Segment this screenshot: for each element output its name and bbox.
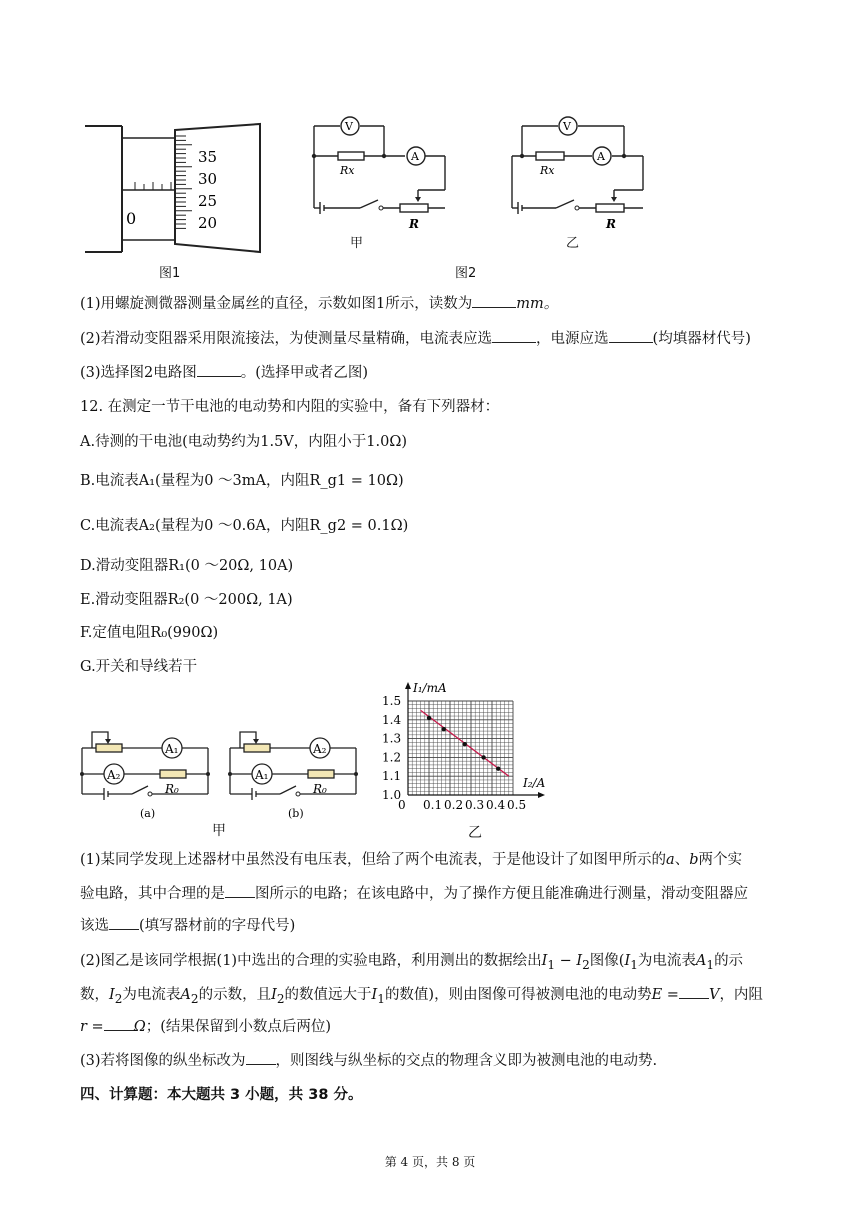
fig2-caption: 图2 — [455, 266, 477, 281]
voltmeter-label-yi: V — [563, 120, 571, 133]
answer-blank[interactable] — [609, 330, 653, 343]
a2-label: A₂ — [107, 768, 121, 782]
r-label-yi: R — [606, 217, 616, 231]
y-axis-arrow — [405, 682, 411, 689]
answer-blank[interactable] — [225, 885, 255, 898]
y-tick-label: 1.1 — [382, 769, 402, 784]
q12-sub3: (3)若将图像的纵坐标改为 ，则图线与纵坐标的交点的物理含义即为被测电池的电动势. — [80, 1053, 658, 1069]
micrometer-mark-25: 25 — [198, 192, 218, 210]
x-tick-label: 0.4 — [486, 798, 506, 812]
rx-label: Rx — [340, 164, 355, 177]
ammeter-label-yi: A — [597, 150, 605, 163]
answer-blank[interactable] — [109, 917, 139, 930]
answer-blank[interactable] — [104, 1018, 134, 1031]
fig-yi-caption: 乙 — [468, 825, 482, 841]
section-4-heading: 四、计算题：本大题共 3 小题，共 38 分。 — [80, 1087, 363, 1103]
r0-label-b: R₀ — [313, 782, 327, 796]
q12-sub2-line2: 数，$I_2$为电流表$A_2$的示数，且$I_2$的数值远大于$I_1$的数值)，则由图像可得被测电池的电动势E = V，内阻 — [80, 987, 763, 1006]
q12-item-e: E.滑动变阻器R₂(0 ～200Ω, 1A) — [80, 592, 293, 608]
x-tick-label: 0.3 — [465, 798, 485, 812]
q12-item-c: C.电流表A₂(量程为0 ～0.6A，内阻R_g2 = 0.1Ω) — [80, 518, 409, 534]
answer-blank[interactable] — [472, 295, 516, 308]
q12-sub2-line1: (2)图乙是该同学根据(1)中选出的合理的实验电路，利用测出的数据绘出$I_1 - I_2$图像($I_1$为电流表$A_1$的示 — [80, 953, 744, 972]
q11-part3: (3)选择图2电路图 。(选择甲或者乙图) — [80, 365, 369, 381]
data-point — [463, 742, 467, 746]
a2-label-b: A₂ — [313, 742, 327, 756]
q11-part1: (1)用螺旋测微器测量金属丝的直径，示数如图1所示，读数为 mm。 — [80, 296, 559, 312]
rx-label-yi: Rx — [540, 164, 555, 177]
circuit-b-label: (b) — [288, 807, 304, 820]
micrometer-mark-30: 30 — [198, 170, 218, 188]
voltmeter-label: V — [345, 120, 353, 133]
i1-i2-chart — [380, 678, 580, 828]
q12-item-d: D.滑动变阻器R₁(0 ～20Ω, 10A) — [80, 558, 294, 574]
q12-item-f: F.定值电阻R₀(990Ω) — [80, 625, 219, 641]
x-tick-label: 0.2 — [444, 798, 464, 812]
x-tick-label: 0.5 — [507, 798, 527, 812]
circuit-yi-caption: 乙 — [566, 236, 580, 251]
circuit-jia-caption: 甲 — [350, 236, 364, 251]
page-footer: 第 4 页，共 8 页 — [384, 1155, 476, 1169]
circuit-a-label: (a) — [140, 807, 156, 820]
x-tick-label: 0 — [398, 798, 406, 812]
answer-blank[interactable] — [492, 330, 536, 343]
y-tick-label: 1.5 — [382, 694, 402, 708]
fig-jia-caption: 甲 — [212, 823, 226, 839]
q12-item-g: G.开关和导线若干 — [80, 659, 198, 675]
y-axis-label: I₁/mA — [413, 681, 447, 695]
r0-label: R₀ — [165, 782, 179, 796]
q12-intro: 12. 在测定一节干电池的电动势和内阻的实验中，备有下列器材： — [80, 399, 500, 415]
q12-sub1-line2: 验电路，其中合理的是 图所示的电路；在该电路中，为了操作方便且能准确进行测量，滑动变阻器应 — [80, 886, 748, 902]
x-axis-arrow — [538, 792, 545, 798]
r-label: R — [409, 217, 419, 231]
answer-blank[interactable] — [246, 1052, 276, 1065]
q12-sub1-line1: (1)某同学发现上述器材中虽然没有电压表，但给了两个电流表，于是他设计了如图甲所示的a、b两个实 — [80, 852, 742, 868]
circuit-jia — [300, 112, 460, 237]
q12-sub1-line3: 该选 (填写器材前的字母代号) — [80, 918, 296, 934]
y-tick-label: 1.4 — [382, 712, 402, 727]
data-point — [442, 727, 446, 731]
data-point — [496, 766, 500, 770]
y-tick-label: 1.0 — [382, 788, 402, 802]
micrometer-figure — [80, 120, 270, 260]
a1-label: A₁ — [165, 742, 179, 756]
x-axis-label: I₂/A — [523, 776, 546, 790]
data-point — [427, 716, 431, 720]
a1-label-b: A₁ — [255, 768, 269, 782]
y-tick-label: 1.2 — [382, 750, 402, 765]
q12-item-b: B.电流表A₁(量程为0 ～3mA，内阻R_g1 = 10Ω) — [80, 473, 404, 489]
answer-blank[interactable] — [679, 986, 709, 999]
q12-item-a: A.待测的干电池(电动势约为1.5V，内阻小于1.0Ω) — [80, 434, 408, 450]
circuit-b — [226, 718, 361, 823]
y-tick-label: 1.3 — [382, 731, 402, 746]
q11-part2: (2)若滑动变阻器采用限流接法，为使测量尽量精确，电流表应选 ，电源应选 (均填器材代号) — [80, 331, 751, 347]
q12-sub2-line3: r = Ω；(结果保留到小数点后两位) — [80, 1019, 332, 1035]
x-tick-label: 0.1 — [423, 798, 443, 812]
micrometer-mark-35: 35 — [198, 148, 218, 166]
data-point — [481, 755, 485, 759]
circuit-a — [78, 718, 213, 823]
fig1-caption: 图1 — [159, 266, 181, 281]
ammeter-label: A — [411, 150, 419, 163]
answer-blank[interactable] — [197, 364, 241, 377]
micrometer-mark-20: 20 — [198, 214, 218, 232]
micrometer-zero-label: 0 — [126, 209, 137, 228]
circuit-yi — [498, 112, 658, 237]
